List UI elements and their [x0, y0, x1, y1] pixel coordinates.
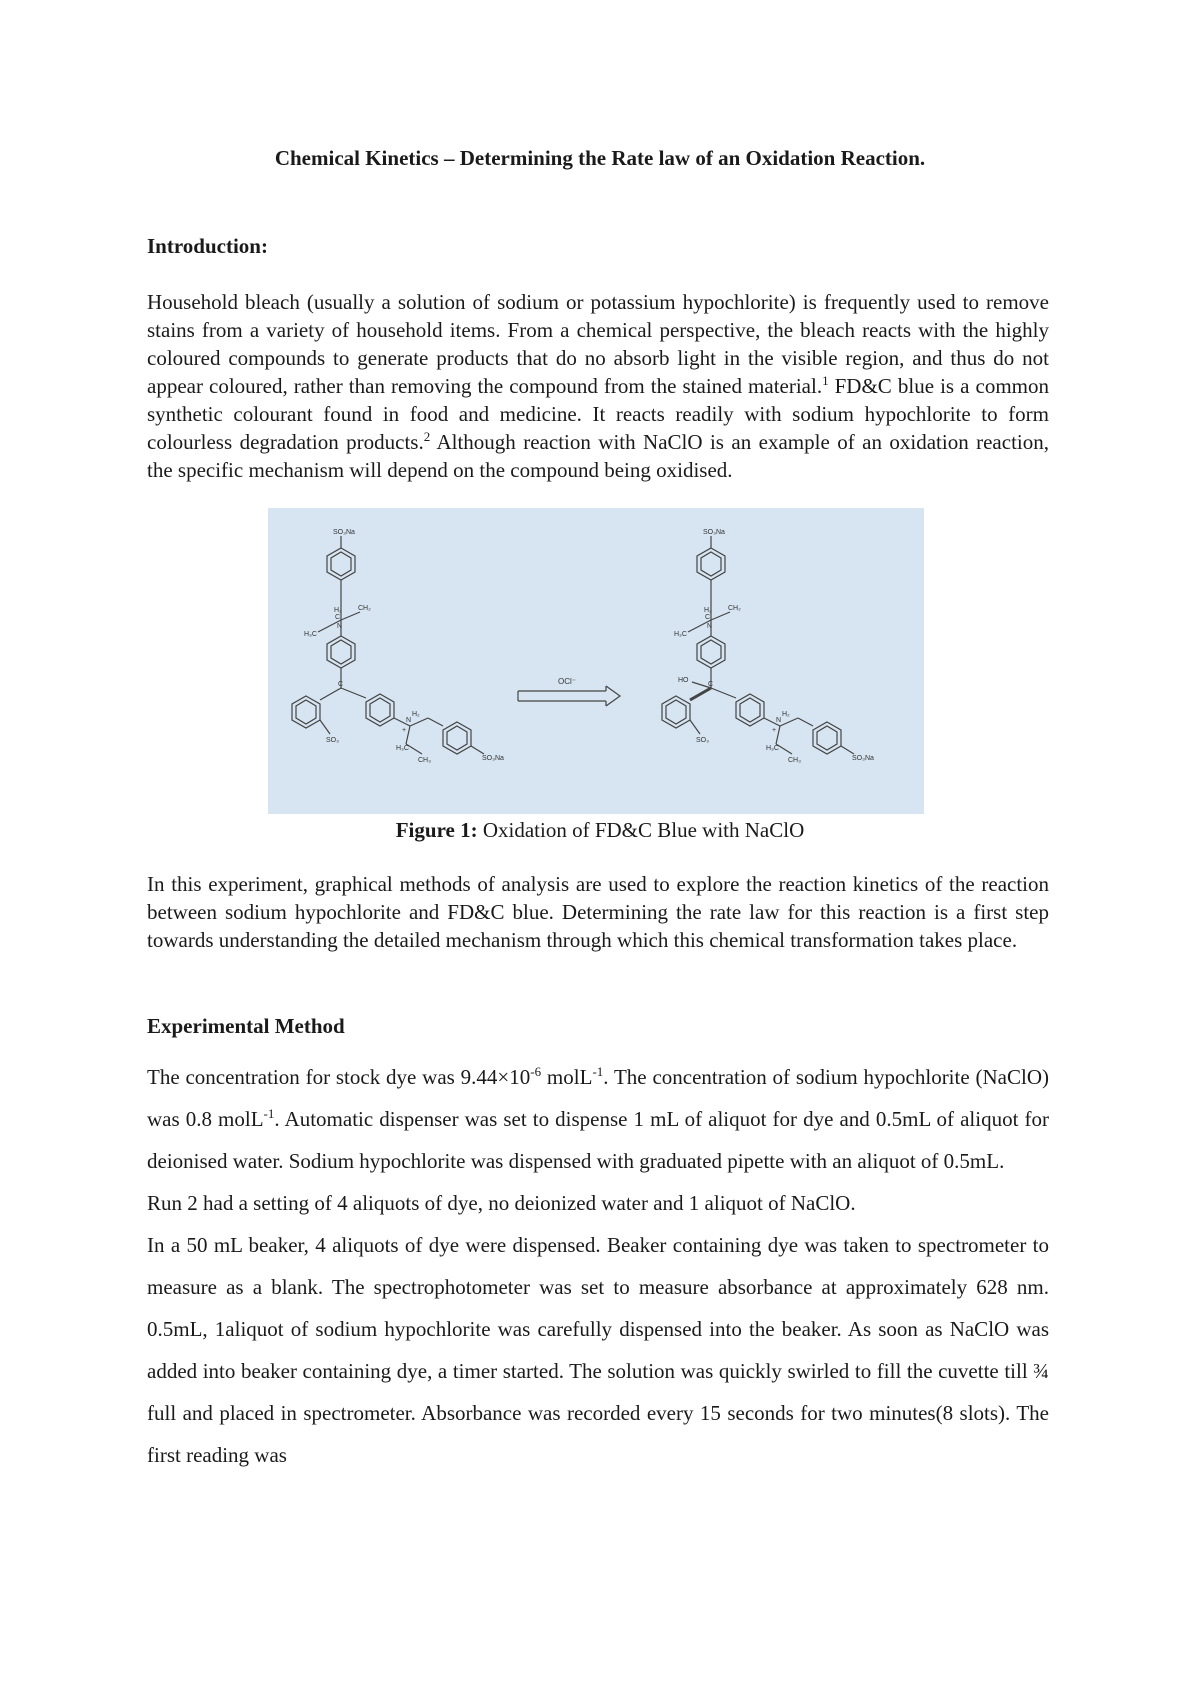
introduction-heading: Introduction: [147, 234, 268, 258]
right-so3na-top: SO₃Na [703, 529, 725, 536]
right-ch2: CH₂ [728, 605, 741, 612]
left-h3c: H₃C [304, 631, 317, 638]
reaction-figure [268, 508, 924, 814]
reagent-label: OCl⁻ [558, 677, 576, 686]
right-ho: HO [678, 677, 689, 684]
document-title: Chemical Kinetics – Determining the Rate law of an Oxidation Reaction. [274, 146, 926, 170]
right-so3na-bottom: SO₃Na [852, 755, 874, 762]
method-paragraph-2: Run 2 had a setting of 4 aliquots of dye, no deionized water and 1 aliquot of NaClO. [147, 1191, 856, 1215]
experimental-method-section [147, 1056, 1049, 1476]
right-central-c: C [708, 681, 714, 688]
right-h3c: H₃C [674, 631, 687, 638]
left-so3na-top: SO₃Na [333, 529, 355, 536]
figure-caption [0, 818, 1200, 843]
left-h2: H₂ [334, 607, 342, 614]
method-text-1g: . Automatic dispenser was set to dispense 1 mL of aliquot for dye and 0.5mL of aliquot for deionised water. Sodium hypochlorite was dispensed with graduated pipette with an aliquot of 0.5mL. [147, 1107, 1049, 1173]
right-n: N [707, 623, 713, 630]
right-n-plus: N [776, 717, 782, 724]
right-ch3: CH₃ [788, 757, 801, 764]
left-c: C [335, 614, 341, 621]
left-n: N [337, 623, 343, 630]
method-text-1e: . The concentration of sodium hypochlorite (NaClO) was 0.8 molL [147, 1065, 1049, 1131]
intro-text-part-1: Household bleach (usually a solution of sodium or potassium hypochlorite) is frequently used to remove stains from a variety of household items. From a chemical perspective, the bleach reacts with the highly coloured compounds to generate products that do no absorb light in the visible region, and thus do not appear coloured, rather than removing the compound from the stained material. [147, 290, 1049, 398]
right-h3c-lower: H₃C [766, 745, 779, 752]
left-central-c: C [338, 681, 344, 688]
left-ch3: CH₃ [418, 757, 431, 764]
method-exponent-3: -1 [263, 1106, 275, 1121]
left-so3na-bottom: SO₃Na [482, 755, 504, 762]
intro-text-part-3: Although reaction with NaClO is an example of an oxidation reaction, the specific mechanism will depend on the compound being oxidised. [147, 430, 1049, 482]
right-h2: H₂ [704, 607, 712, 614]
reference-2: 2 [423, 429, 431, 444]
left-n-plus: N [406, 717, 412, 724]
right-so3: SO₃ [696, 737, 709, 744]
intro-text-part-2: FD&C blue is a common synthetic colourant found in food and medicine. It reacts readily with sodium hypochlorite to form colourless degradation products. [147, 374, 1049, 454]
method-text-1c: molL [541, 1065, 593, 1089]
right-h2-right: H₂ [782, 711, 790, 718]
figure-caption-text: Oxidation of FD&C Blue with NaClO [477, 818, 805, 842]
left-plus: + [402, 727, 407, 734]
method-exponent-1: -6 [530, 1064, 542, 1079]
method-paragraph-3: In a 50 mL beaker, 4 aliquots of dye were dispensed. Beaker containing dye was taken to spectrometer to measure as a blank. The spectrophotometer was set to measure absorbance at approximately 628 nm. 0.5mL, 1aliquot of sodium hypochlorite was carefully dispensed into the beaker. As soon as NaClO was added into beaker containing dye, a timer started. The solution was quickly swirled to fill the cuvette till ¾ full and placed in spectrometer. Absorbance was recorded every 15 seconds for two minutes(8 slots). The first reading was [147, 1233, 1049, 1467]
experimental-method-heading: Experimental Method [147, 1014, 345, 1038]
left-so3: SO₃ [326, 737, 339, 744]
left-ch2: CH₂ [358, 605, 371, 612]
right-plus: + [772, 727, 777, 734]
left-h3c-lower: H₃C [396, 745, 409, 752]
reaction-scheme-diagram [268, 508, 924, 814]
method-paragraph-1 [147, 1056, 1049, 1182]
figure-followup-paragraph [147, 870, 1049, 954]
figure-caption-label: Figure 1: [395, 818, 478, 842]
reference-1: 1 [822, 373, 829, 388]
figure-followup-text: In this experiment, graphical methods of analysis are used to explore the reaction kinetics of the reaction between sodium hypochlorite and FD&C blue. Determining the rate law for this reaction is a first step towards understanding the detailed mechanism through which this chemical transformation takes place. [147, 872, 1049, 952]
left-h2-right: H₂ [412, 711, 420, 718]
right-c: C [705, 614, 711, 621]
method-text-1a: The concentration for stock dye was 9.44×10 [147, 1065, 531, 1089]
introduction-paragraph [147, 288, 1049, 484]
method-exponent-2: -1 [592, 1064, 604, 1079]
